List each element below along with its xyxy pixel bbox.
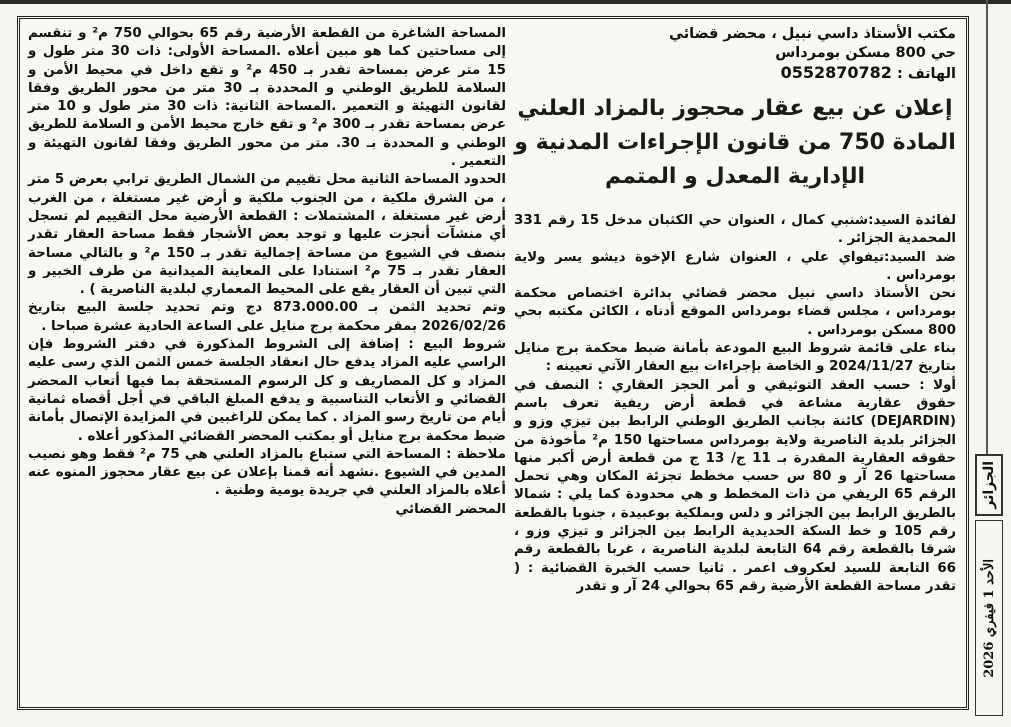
logo-text: الجزائر xyxy=(981,461,997,509)
bailiff-paragraph: نحن الأستاذ داسي نبيل محضر قضائي بدائرة اختصاص محكمة بومرداس ، مجلس قضاء بومرداس الموقع أدناه ، الكائن مكتبه بحي 800 مسكن بومرداس . xyxy=(514,286,956,338)
side-rule xyxy=(986,0,988,454)
title-line-1: إعلان عن بيع عقار محجوز بالمزاد العلني xyxy=(517,96,953,121)
office-header xyxy=(514,25,956,84)
announcement-title xyxy=(514,92,956,194)
sale-conditions-paragraph: شروط البيع : إضافة إلى الشروط المذكورة في دفتر الشروط فإن الراسي عليه المزاد يدفع حال انعقاد الجلسة خمس الثمن الذي رسى عليه المزاد و كل المصاريف و كل الرسوم المستحقة بما فيها أتعاب المحضر القضائي و الأتعاب التناسبية و يدفع المبلغ الباقي في أجل أقصاه ثمانية أيام من تاريخ رسو المزاد . كما يمكن للراغبين في المزايدة الإتصال بأمانة ضبط محكمة برج منايل أو بمكتب المحضر القضائي المذكور أعلاه . xyxy=(28,337,506,444)
signature-line: المحضر القضائي xyxy=(395,501,506,517)
left-column xyxy=(28,25,506,519)
conditions-basis-paragraph: بناء على قائمة شروط البيع المودعة بأمانة ضبط محكمة برج منايل بتاريخ 2024/11/27 و الخاصة بإجراءات بيع العقار الآتي تعيينه : xyxy=(514,341,956,375)
issue-date-box xyxy=(975,520,1003,716)
issue-date: الأحد 1 فيفري 2026 xyxy=(981,558,997,678)
office-name: مكتب الأستاذ داسي نبيل ، محضر قضائي xyxy=(669,26,956,42)
announcement-frame xyxy=(17,16,969,710)
property-description-paragraph: أولا : حسب العقد التوثيقي و أمر الحجز العقاري : النصف في حقوق عقارية مشاعة في قطعة أرض ريفية تعرف باسم (DEJARDIN) كائنة بجانب الطريق الوطني الرابط بين تيزي وزو و الجزائر بلدية الناصرية ولاية بومرداس مساحتها 150 م² مأخوذة من حقوقه العقارية المقدرة بـ 11 ج/ 13 ج من قطعة أرض أكبر منها مساحتها 26 آر و 80 س حسب مخطط تجزئة المكان وهي تحمل الرقم 65 الريفي من ذات المخطط و هي محدودة كما يلي : شمالا بالطريق الرابط بين الجزائر و دلس وبملكية بوعبيدة ، جنوبا بالقطعة رقم 105 و خط السكة الحديدية الرابط بين الجزائر و تيزي وزو ، شرقا بالقطعة رقم 64 التابعة لبلدية الناصرية ، غربا بالقطعة رقم 66 التابعة للسيد لعكروف اعمر . ثانيا حسب الخبرة القضائية : ( تقدر مساحة القطعة الأرضية رقم 65 بحوالي 24 آر و تقدر xyxy=(514,377,957,594)
phone-number: 0552870782 xyxy=(780,63,892,82)
boundaries-paragraph: الحدود المساحة الثانية محل تقييم من الشمال الطريق ترابي بعرض 5 متر ، من الشرق ملكية ، من الجنوب ملكية و أرض غير مستغلة ، من الغرب أرض غير مستغلة ، المشتملات : القطعة الأرضية محل التقييم لم تسجل أي منشآت أنجزت عليها و توجد بعض الأشجار فقط مساحة العقار تقدر بنصف في الشيوع من مساحة إجمالية تقدر بـ 150 م² و بالتالي مساحة العقار تقدر بـ 75 م² استنادا على المعاينة الميدانية من طرف الخبير و التي تبين أن العقار يقع على المحيط المعماري لبلدية الناصرية ) . xyxy=(28,172,507,298)
defendant-paragraph: ضد السيد:تيفواي علي ، العنوان شارع الإخوة ديشو يسر ولاية بومرداس . xyxy=(514,249,956,283)
title-line-3: الإدارية المعدل و المتمم xyxy=(604,164,866,189)
price-date-paragraph: وتم تحديد الثمن بـ 873.000.00 دج وتم تحديد جلسة البيع بتاريخ 2026/02/26 بمقر محكمة برج منايل على الساعة الحادية عشرة صباحا . xyxy=(28,300,506,334)
title-line-2: المادة 750 من قانون الإجراءات المدنية و xyxy=(514,130,956,155)
phone-label: الهاتف : xyxy=(897,66,956,82)
note-paragraph: ملاحظة : المساحة التي ستباع بالمزاد العلني هي 75 م² فقط وهو نصيب المدين في الشيوع .نشهد أنه قمنا بإعلان عن بيع عقار محجوز المنوه عنه أعلاه بالمزاد العلني في جريدة يومية وطنية . xyxy=(28,446,506,499)
office-phone xyxy=(514,63,956,84)
office-address: حي 800 مسكن بومرداس xyxy=(775,45,956,61)
newspaper-logo xyxy=(975,454,1003,516)
beneficiary-paragraph: لفائدة السيد:شنبي كمال ، العنوان حي الكثبان مدخل 15 رقم 331 المحمدية الجزائر . xyxy=(514,213,956,247)
side-strip xyxy=(975,454,1005,716)
area-breakdown-paragraph: المساحة الشاغرة من القطعة الأرضية رقم 65 بحوالي 750 م² و تنقسم إلى مساحتين كما هو مبين أعلاه .المساحة الأولى: ذات 30 متر طول و 15 متر عرض بمساحة تقدر بـ 450 م² و تقع داخل في محيط الأمن و السلامة للطريق الوطني و المحددة بـ 30 متر من محور الطريق وفقا لقانون التهيئة و التعمير .المساحة الثانية: ذات 30 متر طول و 10 متر عرض بمساحة تقدر بـ 300 م² و تقع خارج محيط الأمن و السلامة للطريق الوطني و المحددة بـ 30. متر من محور الطريق وفقا لقانون التهيئة و التعمير . xyxy=(28,26,507,170)
top-rule xyxy=(0,0,1011,4)
right-column xyxy=(514,25,956,596)
